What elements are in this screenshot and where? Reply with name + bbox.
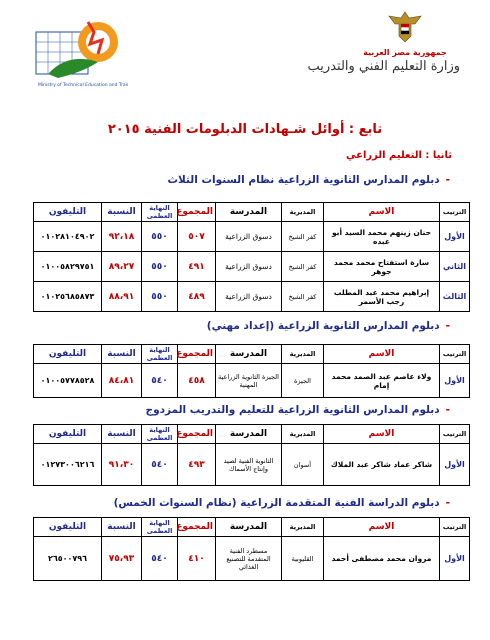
percent-cell: ٩١،٣٠ (102, 444, 142, 486)
col-name: الاسم (324, 345, 440, 364)
col-max: النهاية العظمى (142, 345, 178, 364)
table-header-row (34, 203, 470, 222)
section-heading: -دبلوم المدارس الثانوية الزراعية نظام السنوات الثلاث (167, 174, 450, 186)
max-cell: ٥٤٠ (142, 444, 178, 486)
table-header-row (34, 345, 470, 364)
section-subtitle: ثانيا : التعليم الزراعي (346, 150, 452, 161)
name-cell: ولاء عاصم عبد الصمد محمد إمام (324, 364, 440, 398)
results-table (33, 517, 470, 581)
directorate-cell: كفر الشيخ (282, 252, 324, 282)
phone-cell: ٠١٠٠٥٨٢٩٧٥١ (34, 252, 102, 282)
table-row (34, 252, 470, 282)
total-cell: ٤٩٣ (178, 444, 216, 486)
max-cell: ٥٤٠ (142, 537, 178, 581)
col-school: المدرسة (216, 203, 282, 222)
ministry-gear-logo (28, 12, 128, 100)
col-percent: النسبة (102, 518, 142, 537)
name-cell: مروان محمد مصطفى أحمد (324, 537, 440, 581)
phone-cell: ٢٦٥٠٠٧٩٦ (34, 537, 102, 581)
rank-cell: الأول (440, 444, 470, 486)
col-phone: التليفون (34, 203, 102, 222)
max-cell: ٥٥٠ (142, 282, 178, 312)
col-rank: الترتيب (440, 518, 470, 537)
col-max: النهاية العظمى (142, 425, 178, 444)
percent-cell: ٧٥،٩٣ (102, 537, 142, 581)
col-rank: الترتيب (440, 425, 470, 444)
col-total: المجموع (178, 518, 216, 537)
col-name: الاسم (324, 425, 440, 444)
table-row (34, 282, 470, 312)
results-table (33, 344, 470, 398)
col-school: المدرسة (216, 425, 282, 444)
percent-cell: ٨٤،٨١ (102, 364, 142, 398)
col-name: الاسم (324, 518, 440, 537)
directorate-cell: القليوبية (282, 537, 324, 581)
max-cell: ٥٥٠ (142, 252, 178, 282)
col-percent: النسبة (102, 425, 142, 444)
rank-cell: الثاني (440, 252, 470, 282)
results-table (33, 202, 470, 312)
col-school: المدرسة (216, 518, 282, 537)
total-cell: ٤١٠ (178, 537, 216, 581)
directorate-cell: كفر الشيخ (282, 282, 324, 312)
total-cell: ٤٨٩ (178, 282, 216, 312)
section-heading: -دبلوم المدارس الثانوية الزراعية للتعليم والتدريب المزدوج (145, 404, 450, 416)
school-cell: دسوق الزراعية (216, 252, 282, 282)
col-percent: النسبة (102, 345, 142, 364)
table-row (34, 222, 470, 252)
max-cell: ٥٥٠ (142, 222, 178, 252)
col-max: النهاية العظمى (142, 203, 178, 222)
table-row (34, 537, 470, 581)
rank-cell: الأول (440, 364, 470, 398)
phone-cell: ٠١٠٠٥٧٧٨٥٢٨ (34, 364, 102, 398)
table-row (34, 444, 470, 486)
name-cell: سارة استفتاح محمد محمد جوهر (324, 252, 440, 282)
results-table (33, 424, 470, 486)
phone-cell: ٠١٠٢٥٦٨٥٨٧٣ (34, 282, 102, 312)
table-header-row (34, 425, 470, 444)
logo-caption: Ministry of Technical Education and Training (38, 83, 128, 88)
col-max: النهاية العظمى (142, 518, 178, 537)
phone-cell: ٠١٢٧٣٠٠٦٢١٦ (34, 444, 102, 486)
rank-cell: الأول (440, 537, 470, 581)
col-directorate: المديرية (282, 518, 324, 537)
page-title: تابع : أوائل شـهادات الدبلومات الفنية ٢٠١٥ (107, 122, 383, 137)
max-cell: ٥٤٠ (142, 364, 178, 398)
ministry-emblem (307, 10, 460, 92)
col-directorate: المديرية (282, 203, 324, 222)
col-name: الاسم (324, 203, 440, 222)
col-total: المجموع (178, 425, 216, 444)
school-cell: الجيزة الثانوية الزراعية المهنية (216, 364, 282, 398)
section-heading: -دبلوم المدارس الثانوية الزراعية (إعداد مهني) (206, 320, 450, 332)
col-rank: الترتيب (440, 345, 470, 364)
total-cell: ٥٠٧ (178, 222, 216, 252)
col-percent: النسبة (102, 203, 142, 222)
total-cell: ٤٥٨ (178, 364, 216, 398)
col-phone: التليفون (34, 425, 102, 444)
rank-cell: الثالث (440, 282, 470, 312)
percent-cell: ٩٢،١٨ (102, 222, 142, 252)
table-header-row (34, 518, 470, 537)
school-cell: مسطرد الفنية المتقدمة للتصنيع الغذائي (216, 537, 282, 581)
col-rank: الترتيب (440, 203, 470, 222)
name-cell: إبراهيم محمد عبد المطلب رجب الأسمر (324, 282, 440, 312)
percent-cell: ٨٨،٩١ (102, 282, 142, 312)
name-cell: حنان زينهم محمد السيد أبو عبده (324, 222, 440, 252)
col-directorate: المديرية (282, 345, 324, 364)
directorate-cell: الجيزة (282, 364, 324, 398)
name-cell: شاكر عماد شاكر عبد الملاك (324, 444, 440, 486)
col-phone: التليفون (34, 345, 102, 364)
school-cell: دسوق الزراعية (216, 222, 282, 252)
rank-cell: الأول (440, 222, 470, 252)
total-cell: ٤٩١ (178, 252, 216, 282)
section-heading: -دبلوم الدراسة الفنية المتقدمة الزراعية (نظام السنوات الخمس) (113, 497, 450, 509)
col-phone: التليفون (34, 518, 102, 537)
table-row (34, 364, 470, 398)
school-cell: دسوق الزراعية (216, 282, 282, 312)
col-directorate: المديرية (282, 425, 324, 444)
col-total: المجموع (178, 345, 216, 364)
directorate-cell: كفر الشيخ (282, 222, 324, 252)
phone-cell: ٠١٠٢٨١٠٤٩٠٢ (34, 222, 102, 252)
col-school: المدرسة (216, 345, 282, 364)
directorate-cell: أسوان (282, 444, 324, 486)
republic-name: جمهورية مصر العربية (363, 48, 447, 57)
eagle-icon (385, 10, 425, 46)
percent-cell: ٨٩،٢٧ (102, 252, 142, 282)
col-total: المجموع (178, 203, 216, 222)
school-cell: الثانوية الفنية لصيد وإنتاج الأسماك (216, 444, 282, 486)
ministry-name: وزارة التعليم الفني والتدريب (307, 59, 460, 74)
